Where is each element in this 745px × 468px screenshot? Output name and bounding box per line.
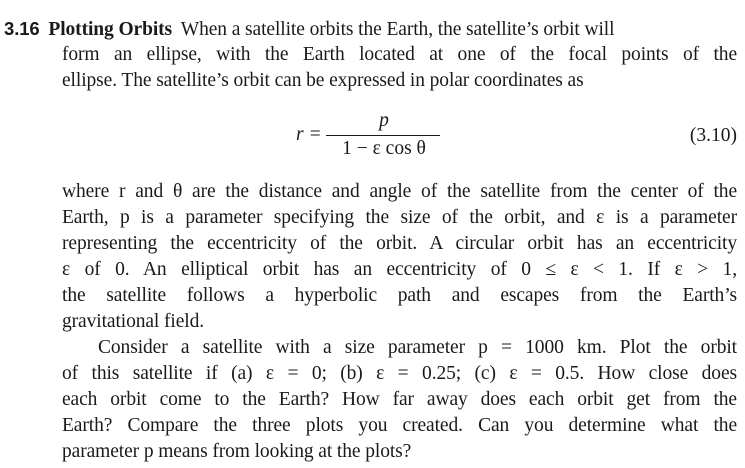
paragraph-2-line-2: Earth, p is a parameter specifying the size of the orbit, and ε is a parameter [62,207,737,228]
equation-number: (3.10) [689,125,737,146]
paragraph-3-line-1: Consider a satellite with a size parameter p = 1000 km. Plot the orbit [98,337,737,358]
paragraph-2-line-1: where r and θ are the distance and angle of the satellite from the center of the [62,181,737,202]
equation-lhs: r = [296,124,322,145]
paragraph-3-line-5: parameter p means from looking at the plots? [62,441,412,462]
fraction-bar [326,135,440,136]
equation-numerator: p [379,110,389,131]
problem-title: Plotting Orbits [48,19,173,40]
paragraph-1-line-1: When a satellite orbits the Earth, the satellite’s orbit will [180,19,615,40]
paragraph-2-line-6: gravitational field. [62,311,205,332]
equation-3-10 [0,108,745,168]
paragraph-1-line-3: ellipse. The satellite’s orbit can be expressed in polar coordinates as [62,70,584,91]
paragraph-2-line-4: ε of 0. An elliptical orbit has an eccentricity of 0 ≤ ε < 1. If ε > 1, [62,259,737,280]
paragraph-3-line-3: each orbit come to the Earth? How far away does each orbit get from the [62,389,737,410]
problem-number: 3.16 [4,18,40,39]
paragraph-3-line-4: Earth? Compare the three plots you created. Can you determine what the [62,415,737,436]
paragraph-3-line-2: of this satellite if (a) ε = 0; (b) ε = 0.25; (c) ε = 0.5. How close does [62,363,737,384]
equation-denominator: 1 − ε cos θ [342,138,426,159]
equation-fraction [324,108,444,168]
paragraph-2-line-3: representing the eccentricity of the orbit. A circular orbit has an eccentricity [62,233,737,254]
paragraph-2-line-5: the satellite follows a hyperbolic path and escapes from the Earth’s [62,285,737,306]
problem-heading-line [4,17,737,42]
paragraph-1-line-2: form an ellipse, with the Earth located at one of the focal points of the [62,44,737,65]
